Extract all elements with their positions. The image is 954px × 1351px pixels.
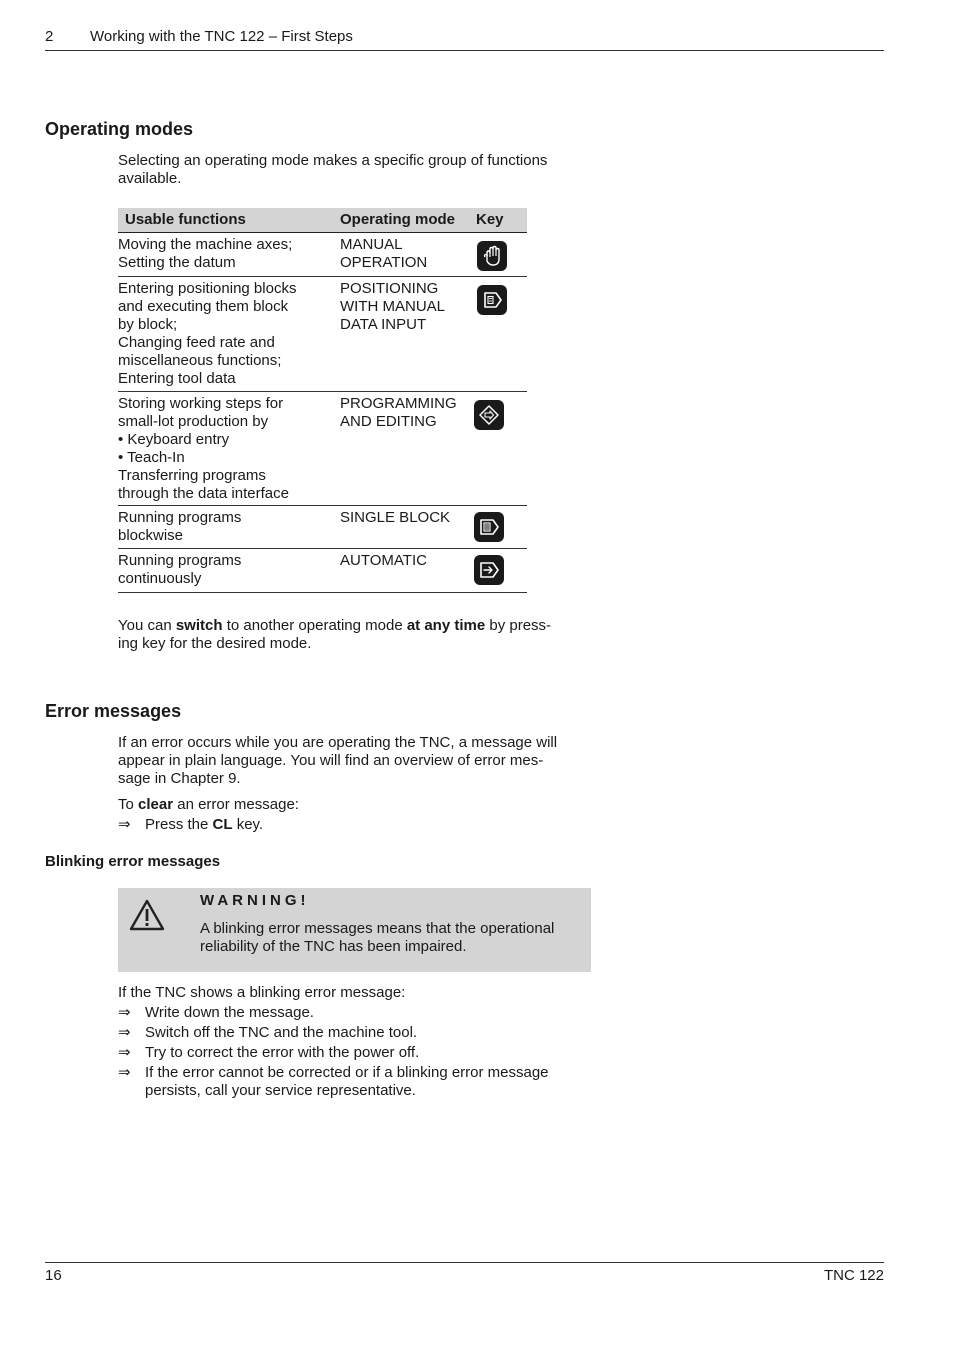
blinking-lead: If the TNC shows a blinking error message: xyxy=(118,984,406,1001)
mode-line: AND EDITING xyxy=(340,413,437,430)
func-line: Entering tool data xyxy=(118,370,236,387)
func-line: Running programs xyxy=(118,509,242,526)
arrow-icon: ⇒ xyxy=(118,816,131,833)
row-functions xyxy=(118,509,333,545)
switch-bold-1: switch xyxy=(175,617,223,634)
operating-modes-table xyxy=(118,208,527,593)
automatic-icon[interactable] xyxy=(474,555,504,585)
chapter-title: Working with the TNC 122 – First Steps xyxy=(90,28,353,45)
row-functions xyxy=(118,552,333,588)
programming-icon[interactable] xyxy=(474,400,504,430)
func-line: • Teach-In xyxy=(118,449,185,466)
warning-triangle-icon xyxy=(128,898,166,932)
step-text: Try to correct the error with the power off. xyxy=(145,1044,420,1061)
table-row xyxy=(118,277,527,392)
mode-line: WITH MANUAL xyxy=(340,298,445,315)
row-mode xyxy=(340,552,470,570)
func-line: Moving the machine axes; xyxy=(118,236,293,253)
func-line: • Keyboard entry xyxy=(118,431,230,448)
row-mode xyxy=(340,509,470,527)
switch-text-3: by press- xyxy=(485,617,552,634)
func-line: blockwise xyxy=(118,527,184,544)
mode-line: SINGLE BLOCK xyxy=(340,509,451,526)
intro-line: appear in plain language. You will find an overview of error mes- xyxy=(118,752,544,769)
hand-icon[interactable] xyxy=(477,241,507,271)
mode-line: AUTOMATIC xyxy=(340,552,427,569)
press-text-2: key. xyxy=(232,816,264,833)
warning-title: WARNING! xyxy=(200,892,310,909)
func-line: Running programs xyxy=(118,552,242,569)
func-line: by block; xyxy=(118,316,178,333)
func-line: continuously xyxy=(118,570,202,587)
func-line: Setting the datum xyxy=(118,254,236,271)
intro-operating-modes: Selecting an operating mode makes a specific group of functions available. xyxy=(118,152,548,187)
warning-text: A blinking error messages means that the operational reliability of the TNC has been impaired. xyxy=(200,920,555,955)
table-row xyxy=(118,549,527,593)
row-mode xyxy=(340,236,470,272)
step-text: Switch off the TNC and the machine tool. xyxy=(145,1024,418,1041)
func-line: Transferring programs xyxy=(118,467,266,484)
mode-line: MANUAL xyxy=(340,236,403,253)
func-line: and executing them block xyxy=(118,298,289,315)
switch-text-4: ing key for the desired mode. xyxy=(118,635,312,652)
intro-error-messages xyxy=(118,734,598,788)
chapter-number: 2 xyxy=(45,28,54,45)
page-number: 16 xyxy=(45,1267,62,1284)
clear-text-2: an error message: xyxy=(173,796,299,813)
switch-bold-2: at any time xyxy=(406,617,486,634)
func-line: miscellaneous functions; xyxy=(118,352,282,369)
arrow-icon: ⇒ xyxy=(118,1064,131,1081)
step-text: Write down the message. xyxy=(145,1004,314,1021)
func-line: Storing working steps for xyxy=(118,395,284,412)
func-line: Entering positioning blocks xyxy=(118,280,297,297)
func-line: Changing feed rate and xyxy=(118,334,275,351)
product-name: TNC 122 xyxy=(823,1267,884,1284)
arrow-icon: ⇒ xyxy=(118,1004,131,1021)
row-mode xyxy=(340,280,470,334)
switch-note xyxy=(118,617,598,653)
table-row xyxy=(118,506,527,549)
mode-line: DATA INPUT xyxy=(340,316,427,333)
step-text: If the error cannot be corrected or if a blinking error message persists, call your service representative. xyxy=(145,1064,549,1099)
row-functions xyxy=(118,280,333,388)
heading-error-messages: Error messages xyxy=(45,701,182,721)
col-usable-functions: Usable functions xyxy=(125,211,246,228)
mode-line: POSITIONING xyxy=(340,280,439,297)
func-line: small-lot production by xyxy=(118,413,269,430)
clear-bold: clear xyxy=(138,796,174,813)
footer-rule xyxy=(45,1262,884,1263)
row-functions xyxy=(118,236,333,272)
row-mode xyxy=(340,395,470,431)
arrow-icon: ⇒ xyxy=(118,1044,131,1061)
func-line: through the data interface xyxy=(118,485,289,502)
heading-blinking-errors: Blinking error messages xyxy=(45,853,221,870)
press-text-1: Press the xyxy=(145,816,213,833)
heading-operating-modes: Operating modes xyxy=(45,119,194,139)
table-row xyxy=(118,233,527,277)
clear-instruction xyxy=(118,796,593,814)
header-rule xyxy=(45,50,884,51)
mode-line: PROGRAMMING xyxy=(340,395,457,412)
arrow-icon: ⇒ xyxy=(118,1024,131,1041)
col-operating-mode: Operating mode xyxy=(340,211,456,228)
step-text xyxy=(145,816,595,834)
table-row xyxy=(118,392,527,506)
row-functions xyxy=(118,395,333,503)
mode-line: OPERATION xyxy=(340,254,428,271)
clear-text-1: To xyxy=(118,796,139,813)
mdi-icon[interactable] xyxy=(477,285,507,315)
press-bold: CL xyxy=(212,816,233,833)
intro-line: If an error occurs while you are operating the TNC, a message will xyxy=(118,734,558,751)
switch-text-1: You can xyxy=(118,617,176,634)
switch-text-2: to another operating mode xyxy=(222,617,407,634)
intro-line: sage in Chapter 9. xyxy=(118,770,241,787)
warning-box xyxy=(118,888,591,972)
table-header xyxy=(118,208,527,233)
single-block-icon[interactable] xyxy=(474,512,504,542)
col-key: Key xyxy=(476,211,504,228)
